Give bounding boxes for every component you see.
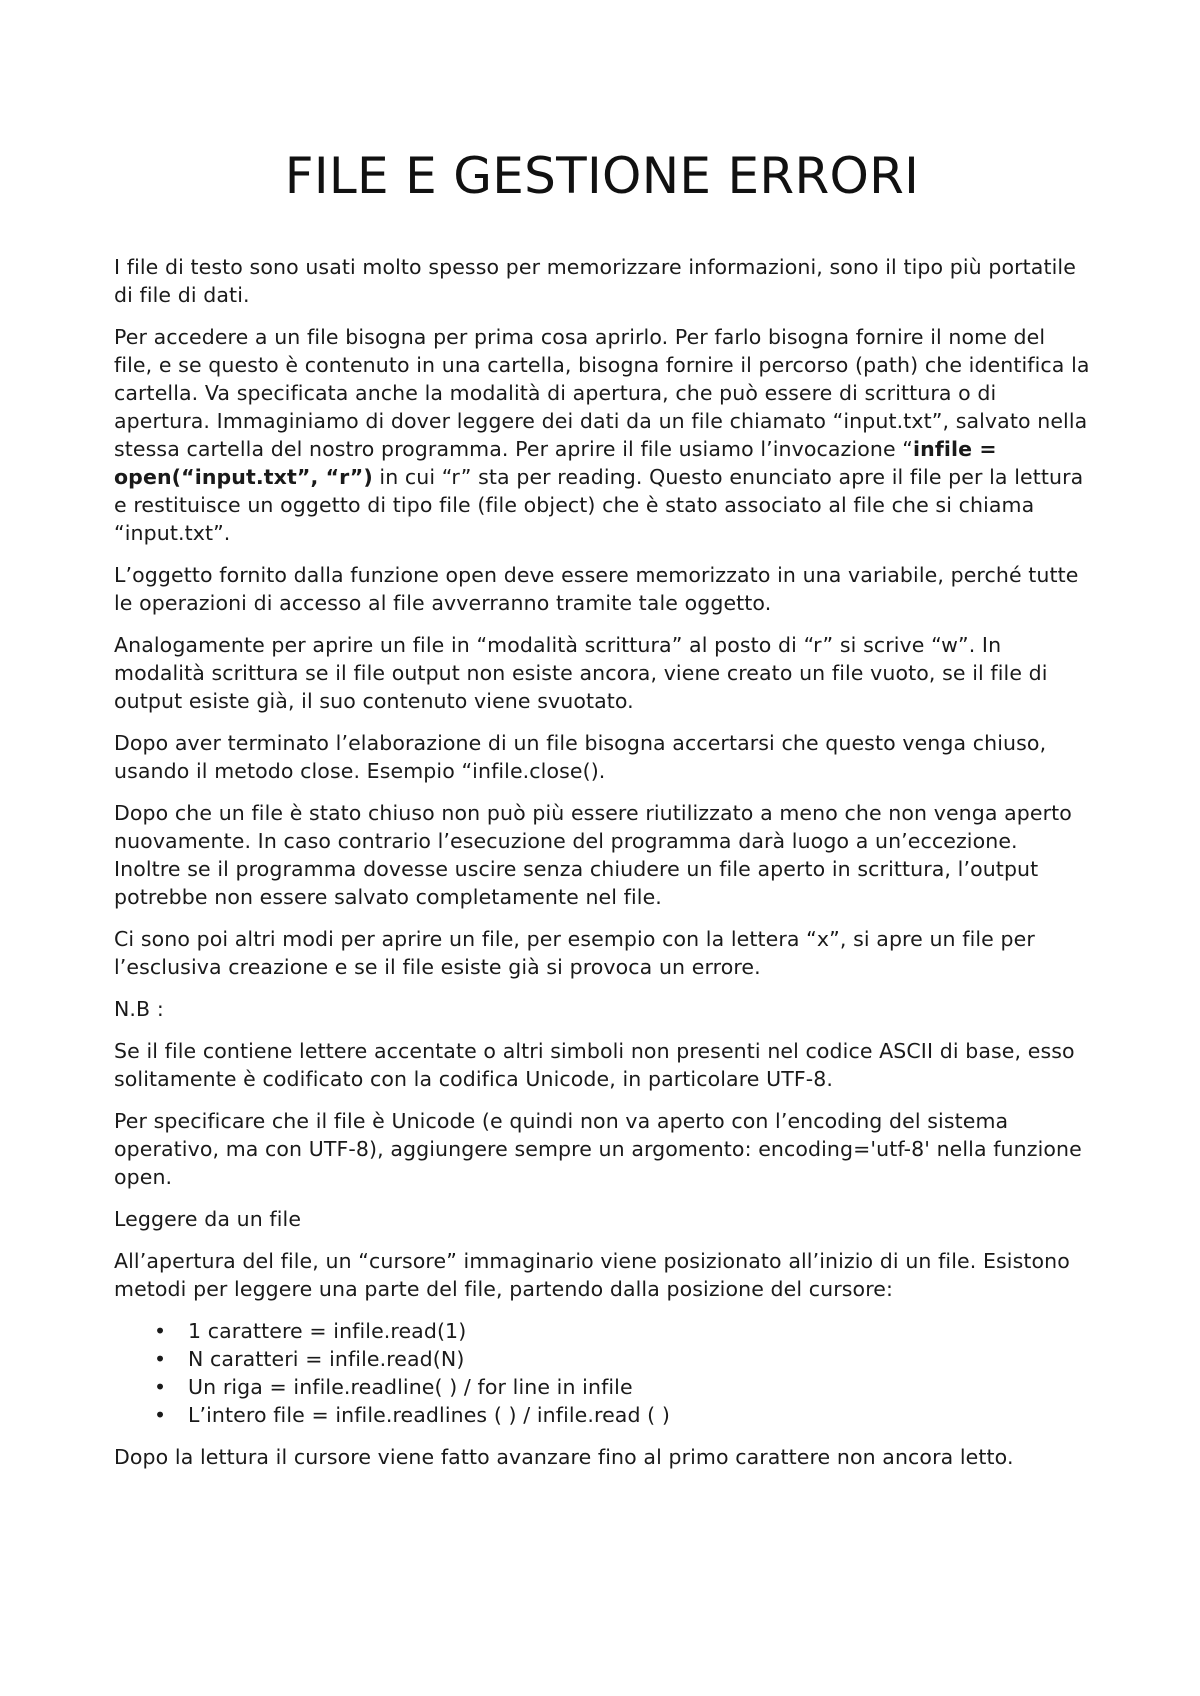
list-item-text: 1 carattere = infile.read(1) xyxy=(188,1319,467,1343)
paragraph-opening-file xyxy=(114,323,1090,547)
paragraph-other-modes: Ci sono poi altri modi per aprire un file, per esempio con la lettera “x”, si apre un file per l’esclusiva creazione e se il file esiste già si provoca un errore. xyxy=(114,927,1035,979)
paragraph-opening-text-after: in cui “r” sta per reading. Questo enunciato apre il file per la lettura e restituisce un oggetto di tipo file (file object) che è stato associato al file che si chiama “input.txt”. xyxy=(114,465,1084,545)
note-heading: N.B : xyxy=(114,997,164,1021)
page-title: FILE E GESTIONE ERRORI xyxy=(284,147,920,205)
paragraph-write-mode: Analogamente per aprire un file in “modalità scrittura” al posto di “r” si scrive “w”. In modalità scrittura se il file output non esiste ancora, viene creato un file vuoto, se il file di output esiste già, il suo contenuto viene svuotato. xyxy=(114,633,1048,713)
list-item-text: N caratteri = infile.read(N) xyxy=(188,1347,465,1371)
list-item xyxy=(154,1373,1090,1401)
paragraph-opening-text-before: Per accedere a un file bisogna per prima cosa aprirlo. Per farlo bisogna fornire il nome del file, e se questo è contenuto in una cartella, bisogna fornire il percorso (path) che identifica la cartella. Va specificata anche la modalità di apertura, che può essere di scrittura o di apertura. Immaginiamo di dover leggere dei dati da un file chiamato “input.txt”, salvato nella stessa cartella del nostro programma. Per aprire il file usiamo l’invocazione “ xyxy=(114,325,1090,461)
paragraph-after-close: Dopo che un file è stato chiuso non può più essere riutilizzato a meno che non venga aperto nuovamente. In caso contrario l’esecuzione del programma darà luogo a un’eccezione. Inoltre se il programma dovesse uscire senza chiudere un file aperto in scrittura, l’output potrebbe non essere salvato completamente nel file. xyxy=(114,801,1072,909)
paragraph-intro: I file di testo sono usati molto spesso per memorizzare informazioni, sono il tipo più portatile di file di dati. xyxy=(114,255,1076,307)
read-methods-list xyxy=(114,1317,1090,1429)
paragraph-encoding: Per specificare che il file è Unicode (e quindi non va aperto con l’encoding del sistema operativo, ma con UTF-8), aggiungere sempre un argomento: encoding='utf-8' nella funzione open. xyxy=(114,1109,1082,1189)
paragraph-file-object: L’oggetto fornito dalla funzione open deve essere memorizzato in una variabile, perché tutte le operazioni di accesso al file avverranno tramite tale oggetto. xyxy=(114,563,1079,615)
open-invocation-code: infile = open(“input.txt”, “r”) xyxy=(114,437,997,489)
document-body xyxy=(114,253,1090,1471)
bullet-icon: • xyxy=(154,1347,167,1371)
bullet-icon: • xyxy=(154,1403,167,1427)
list-item-text: L’intero file = infile.readlines ( ) / infile.read ( ) xyxy=(188,1403,670,1427)
list-item xyxy=(154,1317,1090,1345)
list-item-text: Un riga = infile.readline( ) / for line in infile xyxy=(188,1375,633,1399)
bullet-icon: • xyxy=(154,1375,167,1399)
list-item xyxy=(154,1401,1090,1429)
list-item xyxy=(154,1345,1090,1373)
bullet-icon: • xyxy=(154,1319,167,1343)
section-heading-reading: Leggere da un file xyxy=(114,1207,302,1231)
paragraph-after-reading: Dopo la lettura il cursore viene fatto avanzare fino al primo carattere non ancora letto. xyxy=(114,1445,1014,1469)
paragraph-close: Dopo aver terminato l’elaborazione di un file bisogna accertarsi che questo venga chiuso, usando il metodo close. Esempio “infile.close(). xyxy=(114,731,1047,783)
paragraph-unicode: Se il file contiene lettere accentate o altri simboli non presenti nel codice ASCII di base, esso solitamente è codificato con la codifica Unicode, in particolare UTF-8. xyxy=(114,1039,1075,1091)
paragraph-cursor: All’apertura del file, un “cursore” immaginario viene posizionato all’inizio di un file. Esistono metodi per leggere una parte del file, partendo dalla posizione del cursore: xyxy=(114,1249,1070,1301)
